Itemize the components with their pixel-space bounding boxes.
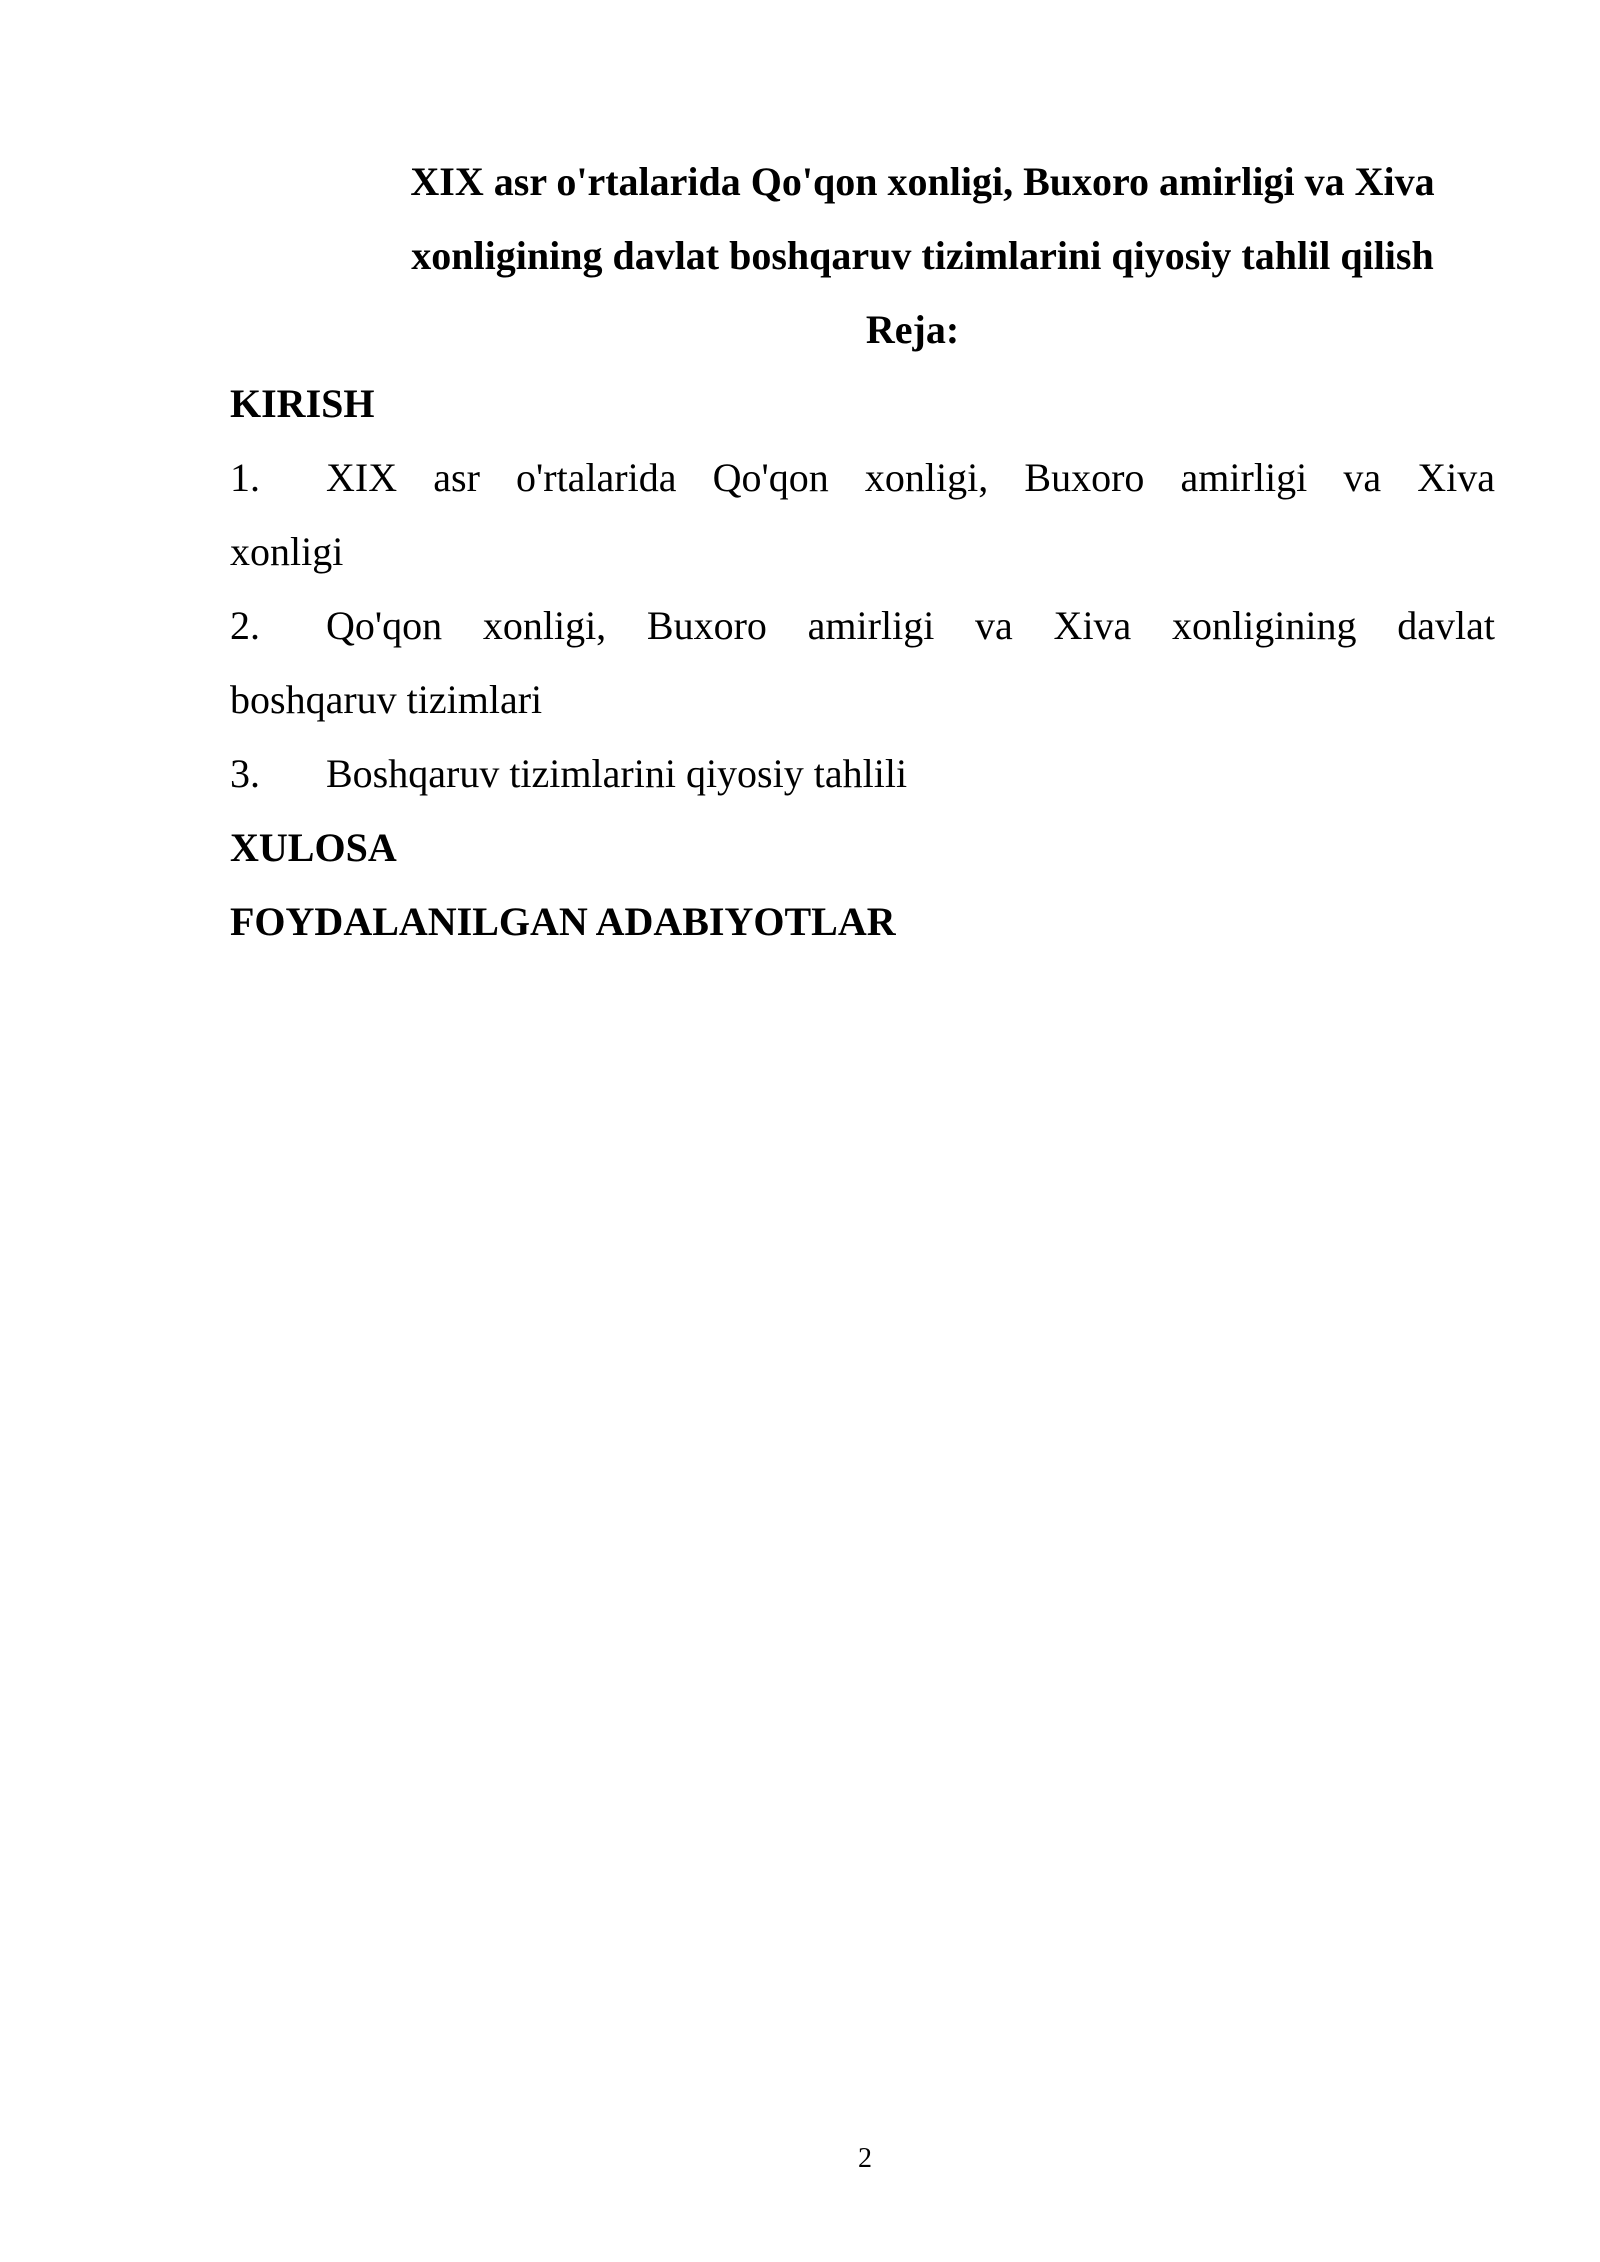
plan-item-1-text: XIX asr o'rtalarida Qo'qon xonligi, Buxoro amirligi va Xiva [326,455,1495,500]
page-content [230,145,1495,959]
plan-item-1-continuation: xonligi [230,529,344,574]
plan-heading: Reja: [865,307,960,352]
conclusion-heading: XULOSA [230,825,397,870]
plan-item-3-number: 3. [230,751,260,796]
plan-item-1-number: 1. [230,455,260,500]
intro-heading: KIRISH [230,381,375,426]
plan-item-2-text: Qo'qon xonligi, Buxoro amirligi va Xiva xonligining davlat [326,603,1495,648]
plan-item-1 [230,441,1495,589]
plan-item-3-first-line [230,737,1495,811]
plan-item-3 [230,737,1495,811]
plan-item-2 [230,589,1495,737]
plan-item-2-number: 2. [230,603,260,648]
title-line-1: XIX asr o'rtalarida Qo'qon xonligi, Buxoro amirligi va Xiva [410,159,1435,204]
title-line-2: xonligining davlat boshqaruv tizimlarini qiyosiy tahlil qilish [411,233,1434,278]
plan-item-3-text: Boshqaruv tizimlarini qiyosiy tahlili [326,751,908,796]
references-heading: FOYDALANILGAN ADABIYOTLAR [230,899,896,944]
plan-item-2-continuation: boshqaruv tizimlari [230,677,543,722]
page-number: 2 [858,2143,872,2174]
plan-item-1-first-line [230,441,1495,515]
document-title [310,145,1495,293]
plan-item-2-first-line [230,589,1495,663]
